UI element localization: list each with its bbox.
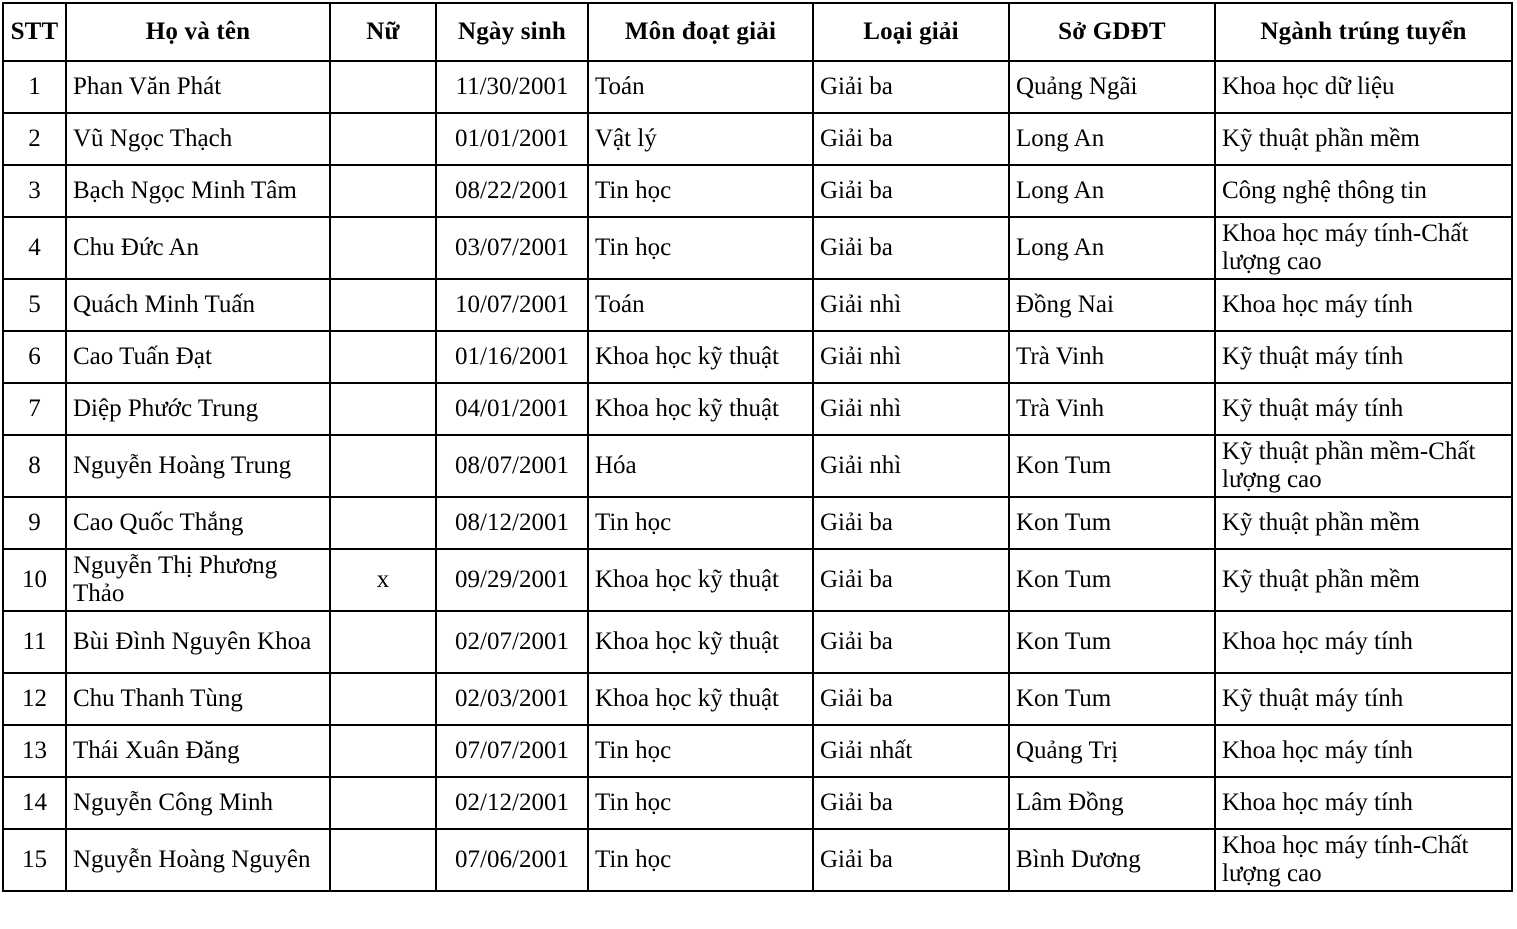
column-header-major: Ngành trúng tuyển [1215, 3, 1512, 61]
cell-dept: Long An [1009, 165, 1215, 217]
cell-name: Bùi Đình Nguyên Khoa [66, 611, 330, 673]
cell-female [330, 383, 436, 435]
cell-dob: 08/07/2001 [436, 435, 588, 497]
cell-dept: Quảng Trị [1009, 725, 1215, 777]
cell-name: Chu Thanh Tùng [66, 673, 330, 725]
cell-stt: 9 [3, 497, 66, 549]
cell-stt: 3 [3, 165, 66, 217]
cell-dob: 04/01/2001 [436, 383, 588, 435]
cell-name: Phan Văn Phát [66, 61, 330, 113]
cell-subject: Tin học [588, 829, 813, 891]
table-row[interactable] [3, 61, 1512, 113]
cell-female [330, 497, 436, 549]
cell-subject: Khoa học kỹ thuật [588, 549, 813, 611]
column-header-dept: Sở GDĐT [1009, 3, 1215, 61]
cell-subject: Tin học [588, 217, 813, 279]
cell-subject: Khoa học kỹ thuật [588, 611, 813, 673]
cell-name: Diệp Phước Trung [66, 383, 330, 435]
cell-major: Kỹ thuật máy tính [1215, 331, 1512, 383]
cell-major: Khoa học máy tính [1215, 725, 1512, 777]
table-row[interactable] [3, 725, 1512, 777]
cell-prize: Giải ba [813, 829, 1009, 891]
cell-dob: 01/01/2001 [436, 113, 588, 165]
cell-stt: 1 [3, 61, 66, 113]
cell-prize: Giải ba [813, 497, 1009, 549]
cell-subject: Tin học [588, 777, 813, 829]
cell-dob: 03/07/2001 [436, 217, 588, 279]
cell-female [330, 829, 436, 891]
cell-female [330, 61, 436, 113]
cell-major: Khoa học máy tính-Chất lượng cao [1215, 217, 1512, 279]
cell-dob: 07/07/2001 [436, 725, 588, 777]
table-row[interactable] [3, 549, 1512, 611]
cell-name: Nguyễn Thị Phương Thảo [66, 549, 330, 611]
cell-subject: Khoa học kỹ thuật [588, 383, 813, 435]
cell-stt: 11 [3, 611, 66, 673]
cell-major: Kỹ thuật phần mềm [1215, 113, 1512, 165]
cell-name: Cao Tuấn Đạt [66, 331, 330, 383]
table-row[interactable] [3, 829, 1512, 891]
cell-dob: 02/07/2001 [436, 611, 588, 673]
table-row[interactable] [3, 777, 1512, 829]
cell-dept: Bình Dương [1009, 829, 1215, 891]
cell-major: Kỹ thuật phần mềm [1215, 497, 1512, 549]
cell-prize: Giải nhì [813, 435, 1009, 497]
cell-major: Kỹ thuật phần mềm [1215, 549, 1512, 611]
table-row[interactable] [3, 435, 1512, 497]
cell-subject: Tin học [588, 497, 813, 549]
cell-female [330, 611, 436, 673]
cell-prize: Giải ba [813, 61, 1009, 113]
column-header-dob: Ngày sinh [436, 3, 588, 61]
cell-name: Nguyễn Hoàng Trung [66, 435, 330, 497]
column-header-female: Nữ [330, 3, 436, 61]
cell-major: Kỹ thuật máy tính [1215, 673, 1512, 725]
cell-dept: Kon Tum [1009, 497, 1215, 549]
cell-dept: Trà Vinh [1009, 383, 1215, 435]
cell-stt: 4 [3, 217, 66, 279]
cell-prize: Giải nhất [813, 725, 1009, 777]
cell-dob: 02/03/2001 [436, 673, 588, 725]
cell-female [330, 777, 436, 829]
cell-dept: Kon Tum [1009, 435, 1215, 497]
cell-dob: 08/12/2001 [436, 497, 588, 549]
cell-stt: 6 [3, 331, 66, 383]
cell-stt: 7 [3, 383, 66, 435]
cell-name: Cao Quốc Thắng [66, 497, 330, 549]
table-row[interactable] [3, 331, 1512, 383]
cell-subject: Tin học [588, 165, 813, 217]
cell-dept: Quảng Ngãi [1009, 61, 1215, 113]
cell-dob: 11/30/2001 [436, 61, 588, 113]
cell-dob: 07/06/2001 [436, 829, 588, 891]
table-row[interactable] [3, 165, 1512, 217]
cell-female [330, 673, 436, 725]
cell-major: Khoa học dữ liệu [1215, 61, 1512, 113]
cell-dept: Long An [1009, 217, 1215, 279]
cell-dob: 02/12/2001 [436, 777, 588, 829]
cell-name: Quách Minh Tuấn [66, 279, 330, 331]
cell-subject: Khoa học kỹ thuật [588, 331, 813, 383]
cell-name: Nguyễn Hoàng Nguyên [66, 829, 330, 891]
cell-prize: Giải ba [813, 113, 1009, 165]
cell-subject: Hóa [588, 435, 813, 497]
cell-stt: 8 [3, 435, 66, 497]
cell-dept: Kon Tum [1009, 549, 1215, 611]
table-row[interactable] [3, 611, 1512, 673]
award-recipients-table [2, 2, 1513, 892]
cell-female [330, 331, 436, 383]
cell-major: Công nghệ thông tin [1215, 165, 1512, 217]
cell-name: Nguyễn Công Minh [66, 777, 330, 829]
cell-subject: Toán [588, 279, 813, 331]
cell-female [330, 217, 436, 279]
cell-dob: 09/29/2001 [436, 549, 588, 611]
table-row[interactable] [3, 497, 1512, 549]
cell-stt: 10 [3, 549, 66, 611]
table-body [3, 61, 1512, 891]
cell-prize: Giải ba [813, 549, 1009, 611]
cell-stt: 14 [3, 777, 66, 829]
cell-female [330, 279, 436, 331]
column-header-name: Họ và tên [66, 3, 330, 61]
cell-female [330, 165, 436, 217]
cell-female [330, 725, 436, 777]
cell-female [330, 113, 436, 165]
cell-dept: Lâm Đồng [1009, 777, 1215, 829]
table-header [3, 3, 1512, 61]
cell-stt: 15 [3, 829, 66, 891]
cell-stt: 12 [3, 673, 66, 725]
cell-female: x [330, 549, 436, 611]
cell-stt: 2 [3, 113, 66, 165]
cell-female [330, 435, 436, 497]
table-row[interactable] [3, 279, 1512, 331]
cell-dept: Đồng Nai [1009, 279, 1215, 331]
cell-dept: Kon Tum [1009, 611, 1215, 673]
cell-subject: Toán [588, 61, 813, 113]
cell-dept: Trà Vinh [1009, 331, 1215, 383]
cell-subject: Khoa học kỹ thuật [588, 673, 813, 725]
cell-stt: 5 [3, 279, 66, 331]
column-header-stt: STT [3, 3, 66, 61]
cell-prize: Giải ba [813, 217, 1009, 279]
column-header-prize: Loại giải [813, 3, 1009, 61]
cell-dob: 10/07/2001 [436, 279, 588, 331]
table-row[interactable] [3, 383, 1512, 435]
cell-stt: 13 [3, 725, 66, 777]
cell-prize: Giải nhì [813, 279, 1009, 331]
cell-name: Vũ Ngọc Thạch [66, 113, 330, 165]
cell-prize: Giải ba [813, 165, 1009, 217]
cell-subject: Vật lý [588, 113, 813, 165]
table-row[interactable] [3, 673, 1512, 725]
table-header-row [3, 3, 1512, 61]
cell-major: Khoa học máy tính [1215, 279, 1512, 331]
table-row[interactable] [3, 217, 1512, 279]
cell-name: Chu Đức An [66, 217, 330, 279]
cell-major: Kỹ thuật máy tính [1215, 383, 1512, 435]
cell-major: Kỹ thuật phần mềm-Chất lượng cao [1215, 435, 1512, 497]
table-row[interactable] [3, 113, 1512, 165]
cell-major: Khoa học máy tính-Chất lượng cao [1215, 829, 1512, 891]
cell-prize: Giải ba [813, 777, 1009, 829]
cell-prize: Giải ba [813, 673, 1009, 725]
cell-major: Khoa học máy tính [1215, 611, 1512, 673]
cell-name: Bạch Ngọc Minh Tâm [66, 165, 330, 217]
cell-prize: Giải nhì [813, 383, 1009, 435]
cell-dob: 01/16/2001 [436, 331, 588, 383]
cell-prize: Giải ba [813, 611, 1009, 673]
cell-name: Thái Xuân Đăng [66, 725, 330, 777]
column-header-subject: Môn đoạt giải [588, 3, 813, 61]
cell-dob: 08/22/2001 [436, 165, 588, 217]
cell-subject: Tin học [588, 725, 813, 777]
cell-prize: Giải nhì [813, 331, 1009, 383]
cell-dept: Long An [1009, 113, 1215, 165]
cell-major: Khoa học máy tính [1215, 777, 1512, 829]
cell-dept: Kon Tum [1009, 673, 1215, 725]
